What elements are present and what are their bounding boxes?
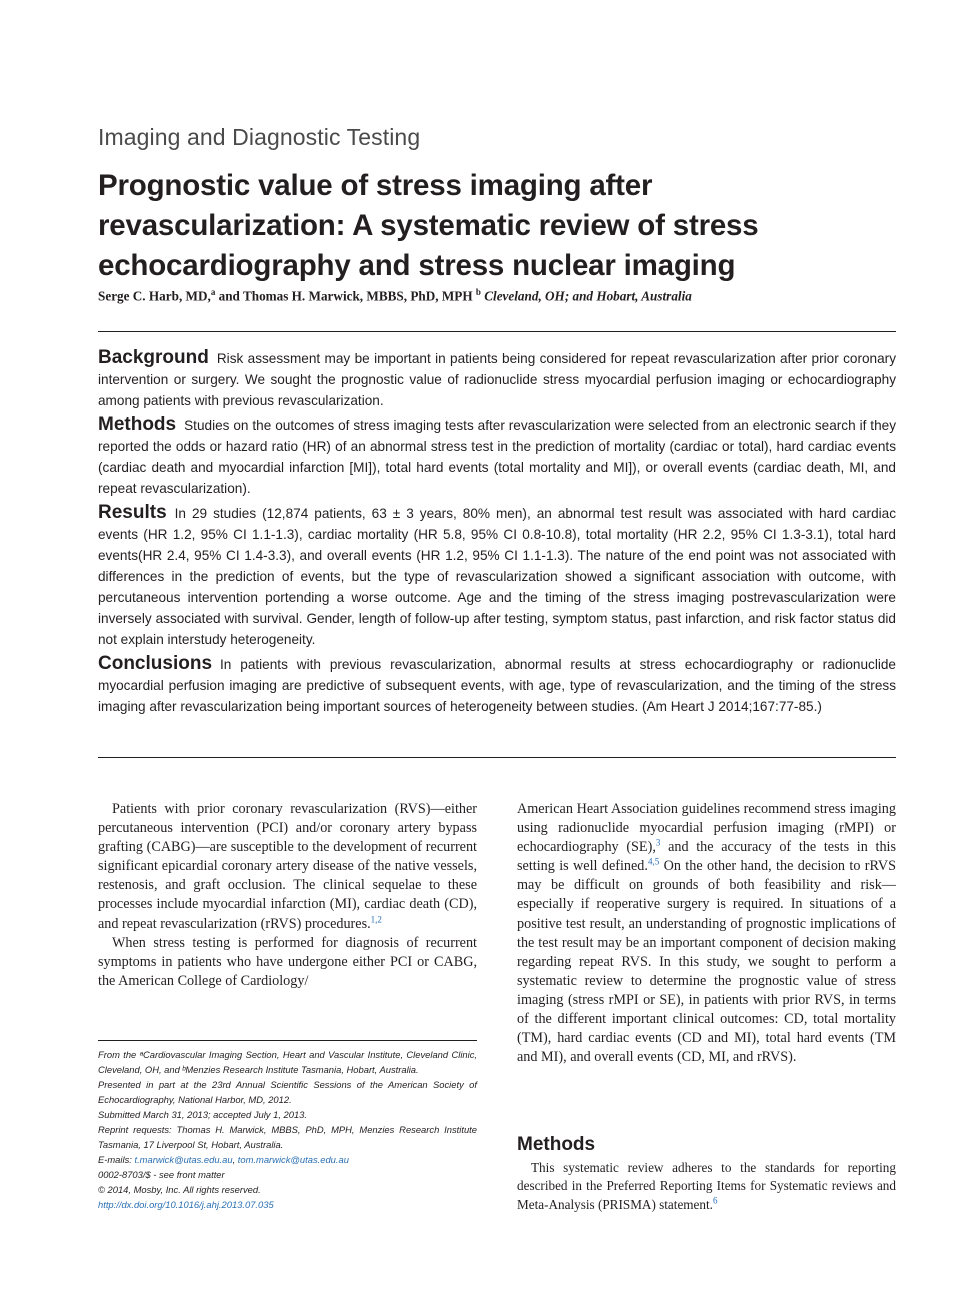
email-link[interactable]: t.marwick@utas.edu.au — [134, 1154, 233, 1165]
abstract-conclusions — [98, 653, 896, 717]
paragraph-text: American Heart Association guidelines recommend stress imaging using radionuclide myocardial perfusion imaging (rMPI) or echocardiography (SE), — [517, 801, 896, 856]
affiliation-mark: b — [475, 287, 481, 297]
footnote-emails — [98, 1152, 477, 1167]
footnote-submitted: Submitted March 31, 2013; accepted July 1, 2013. — [98, 1109, 307, 1120]
author-conjunction: and — [215, 288, 243, 304]
abstract-heading: Methods — [98, 414, 177, 435]
article-title: Prognostic value of stress imaging after revascularization: A systematic review of stress echocardiography and stress nuclear imaging — [98, 169, 759, 282]
paragraph-text: On the other hand, the decision to rRVS may be difficult on grounds of both feasibility and risk—especially if reoperative surgery is required. In situations of a positive test result, an understanding of prognostic implications of the test result may be an important component of decision making regarding repeat RVS. In this study, we sought to perform a systematic review to determine the prognostic value of stress imaging (stress rMPI or SE), in patients with prior RVS, in terms of the different important clinical outcomes: CD, total mortality (TM), hard cardiac events (CD and MI), total hard events (TM and MI), and overall events (CD, MI, and rRVS). — [517, 858, 896, 1066]
abstract-methods — [98, 414, 896, 499]
abstract-text: Studies on the outcomes of stress imaging tests after revascularization were selected from an electronic search if they reported the odds or hazard ratio (HR) of an abnormal stress test in the prediction of mortality (cardiac or total), hard cardiac events (cardiac death and myocardial infarction [MI]), total hard events (total mortality and MI]), or overall events (cardiac death, MI, and repeat revascularization). — [98, 418, 896, 496]
body-paragraph — [517, 800, 896, 1067]
abstract-heading: Conclusions — [98, 653, 213, 674]
paragraph-text: and the accuracy of the tests in this setting is well defined. — [517, 839, 896, 875]
author-name: Thomas H. Marwick, MBBS, PhD, MPH — [242, 288, 473, 304]
citation-ref[interactable]: 6 — [712, 1195, 718, 1206]
paragraph-text: Patients with prior coronary revascularization (RVS)—either percutaneous intervention (PCI) and/or coronary artery bypass grafting (CABG)—are susceptible to the development of recurrent significant epicardial coronary artery disease of the native vessels, restenosis, and graft occlusion. The clinical sequelae to these processes include myocardial infarction (MI), cardiac death (CD), and repeat revascularization (rRVS) procedures. — [98, 801, 477, 932]
footnote-rule — [98, 1040, 477, 1041]
abstract — [98, 347, 896, 720]
abstract-heading: Background — [98, 347, 209, 368]
body-paragraph — [98, 800, 477, 934]
abstract-rule — [98, 757, 896, 758]
footnote-issn: 0002-8703/$ - see front matter — [98, 1169, 225, 1180]
footnote-affiliations: From the ᵃCardiovascular Imaging Section, Heart and Vascular Institute, Cleveland Clinic, Cleveland, OH, and ᵇMenzies Research Institute Tasmania, Hobart, Australia. — [98, 1049, 477, 1075]
abstract-heading: Results — [98, 502, 167, 523]
abstract-results — [98, 502, 896, 650]
citation-ref[interactable]: 3 — [655, 837, 661, 848]
emails-label: E-mails: — [98, 1154, 135, 1165]
section-label: Imaging and Diagnostic Testing — [98, 124, 421, 150]
header-rule — [98, 331, 896, 332]
author-name: Serge C. Harb, MD, — [98, 288, 211, 304]
citation-ref[interactable]: 4,5 — [647, 856, 660, 867]
footnote-reprint: Reprint requests: Thomas H. Marwick, MBBS, PhD, MPH, Menzies Research Institute Tasmania, 17 Liverpool St, Hobart, Australia. — [98, 1124, 477, 1150]
abstract-text: In 29 studies (12,874 patients, 63 ± 3 years, 80% men), an abnormal test result was associated with hard cardiac events (HR 1.2, 95% CI 1.1-1.3), cardiac mortality (HR 5.8, 95% CI 0.8-10.8), total mortality (HR 2.2, 95% CI 1.3-3.1), total hard events(HR 2.4, 95% CI 1.4-3.3), and overall events (HR 1.2, 95% CI 1.1-1.3). The nature of the end point was not associated with differences in the prediction of events, but the type of revascularization showed a significant association with outcome, with percutaneous intervention portending a worse outcome. Age and the timing of the stress imaging postrevascularization were inversely associated with survival. Gender, length of follow-up after testing, symptom status, past infarction, and risk factor status did not explain interstudy heterogeneity. — [98, 506, 896, 647]
body-paragraph: When stress testing is performed for diagnosis of recurrent symptoms in patients who have undergone either PCI or CABG, the American College of Cardiology/ — [98, 934, 477, 989]
abstract-text: In patients with previous revascularization, abnormal results at stress echocardiography or radionuclide myocardial perfusion imaging are predictive of subsequent events, with age, type of revascularization, and the timing of the stress imaging after revascularization being important sources of heterogeneity between studies. (Am Heart J 2014;167:77-85.) — [98, 657, 896, 714]
methods-paragraph — [517, 1159, 896, 1214]
citation-ref[interactable]: 1,2 — [370, 913, 382, 924]
body-column-left — [98, 800, 477, 991]
author-line — [98, 287, 898, 304]
affiliation-mark: a — [210, 287, 216, 297]
footnotes — [98, 1047, 477, 1212]
section-heading-methods: Methods — [517, 1134, 596, 1155]
abstract-background — [98, 347, 896, 411]
email-separator: , — [232, 1154, 238, 1165]
paragraph-text: This systematic review adheres to the standards for reporting described in the Preferred Reporting Items for Systematic reviews and Meta-Analysis (PRISMA) statement. — [517, 1160, 896, 1212]
footnote-copyright: © 2014, Mosby, Inc. All rights reserved. — [98, 1184, 261, 1195]
body-column-right — [517, 800, 896, 1067]
email-link[interactable]: tom.marwick@utas.edu.au — [237, 1154, 349, 1165]
abstract-text: Risk assessment may be important in patients being considered for repeat revascularization after prior coronary intervention or surgery. We sought the prognostic value of radionuclide stress myocardial perfusion imaging or echocardiography among patients with previous revascularization. — [98, 351, 896, 408]
author-locations: Cleveland, OH; and Hobart, Australia — [484, 288, 692, 304]
footnote-presented: Presented in part at the 23rd Annual Scientific Sessions of the American Society of Echocardiography, National Harbor, MD, 2012. — [98, 1079, 477, 1105]
doi-link[interactable]: http://dx.doi.org/10.1016/j.ahj.2013.07.035 — [98, 1199, 274, 1210]
